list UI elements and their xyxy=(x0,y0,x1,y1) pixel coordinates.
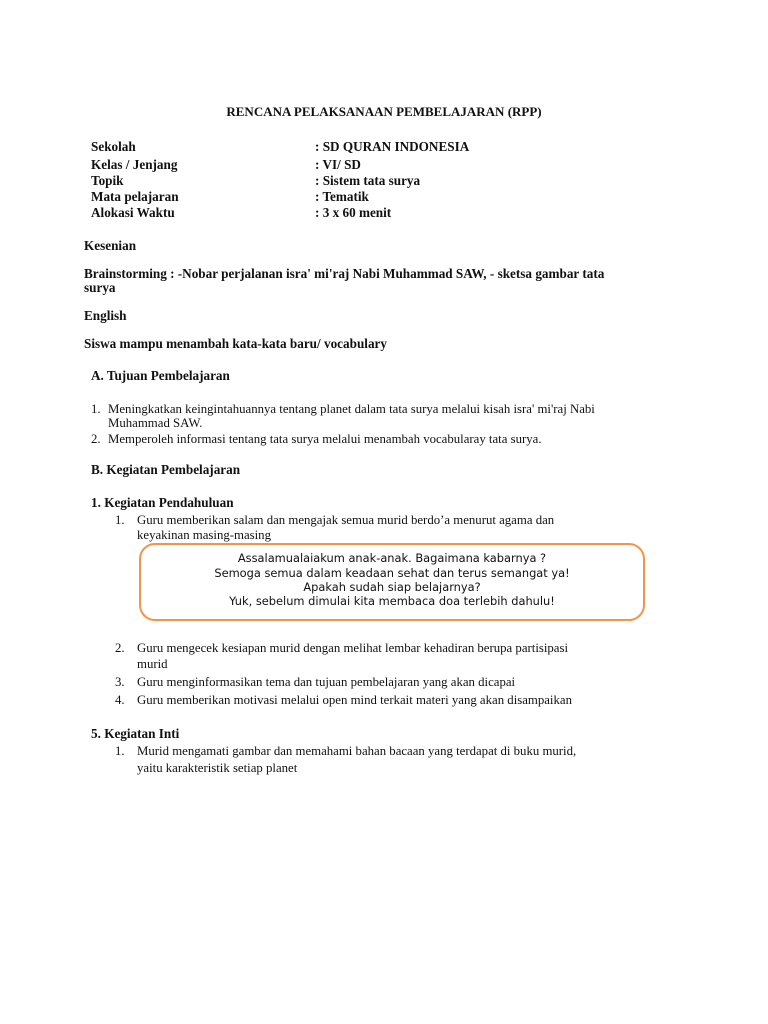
tujuan-item-2-line-1: Memperoleh informasi tentang tata surya melalui menambah vocabularay tata surya. xyxy=(108,432,542,446)
english-heading: English xyxy=(84,308,127,323)
brainstorming-line-2: surya xyxy=(84,280,116,295)
pendahuluan-item-3-line-1: Guru menginformasikan tema dan tujuan pembelajaran yang akan dicapai xyxy=(137,675,516,689)
tujuan-item-1-line-2: Muhammad SAW. xyxy=(108,416,203,430)
tujuan-item-1-number: 1. xyxy=(91,402,101,416)
document-title: RENCANA PELAKSANAAN PEMBELAJARAN (RPP) xyxy=(226,104,542,119)
greeting-line-4: Yuk, sebelum dimulai kita membaca doa terlebih dahulu! xyxy=(229,594,555,608)
info-value-sekolah: : SD QURAN INDONESIA xyxy=(315,139,470,154)
pendahuluan-item-4-number: 4. xyxy=(115,693,125,707)
info-label-sekolah: Sekolah xyxy=(91,139,136,154)
inti-item-1-number: 1. xyxy=(115,744,125,758)
greeting-callout-box xyxy=(139,543,645,621)
info-label-mapel: Mata pelajaran xyxy=(91,189,179,204)
pendahuluan-item-1-line-2: keyakinan masing-masing xyxy=(137,528,271,542)
pendahuluan-item-2-line-1: Guru mengecek kesiapan murid dengan melihat lembar kehadiran berupa partisipasi xyxy=(137,641,569,655)
info-value-alokasi: : 3 x 60 menit xyxy=(315,205,392,220)
greeting-line-3: Apakah sudah siap belajarnya? xyxy=(303,580,481,594)
tujuan-item-2-number: 2. xyxy=(91,432,101,446)
english-text: Siswa mampu menambah kata-kata baru/ vocabulary xyxy=(84,336,387,351)
info-label-topik: Topik xyxy=(91,173,124,188)
inti-heading: 5. Kegiatan Inti xyxy=(91,726,180,741)
pendahuluan-item-2-number: 2. xyxy=(115,641,125,655)
info-label-kelas: Kelas / Jenjang xyxy=(91,157,178,172)
section-a-heading: A. Tujuan Pembelajaran xyxy=(91,368,230,383)
pendahuluan-item-2-line-2: murid xyxy=(137,657,168,671)
pendahuluan-heading: 1. Kegiatan Pendahuluan xyxy=(91,495,234,510)
pendahuluan-item-4-line-1: Guru memberikan motivasi melalui open mind terkait materi yang akan disampaikan xyxy=(137,693,572,707)
kesenian-heading: Kesenian xyxy=(84,238,137,253)
inti-item-1-line-2: yaitu karakteristik setiap planet xyxy=(137,761,298,775)
info-value-topik: : Sistem tata surya xyxy=(315,173,421,188)
brainstorming-line-1: Brainstorming : -Nobar perjalanan isra' mi'raj Nabi Muhammad SAW, - sketsa gambar tata xyxy=(84,266,605,281)
greeting-line-2: Semoga semua dalam keadaan sehat dan terus semangat ya! xyxy=(214,566,570,580)
tujuan-item-1-line-1: Meningkatkan keingintahuannya tentang planet dalam tata surya melalui kisah isra' mi'raj Nabi xyxy=(108,402,595,416)
greeting-line-1: Assalamualaiakum anak-anak. Bagaimana kabarnya ? xyxy=(237,551,547,565)
pendahuluan-item-3-number: 3. xyxy=(115,675,125,689)
info-label-alokasi: Alokasi Waktu xyxy=(91,205,175,220)
section-b-heading: B. Kegiatan Pembelajaran xyxy=(91,462,241,477)
info-value-mapel: : Tematik xyxy=(315,189,369,204)
pendahuluan-item-1-line-1: Guru memberikan salam dan mengajak semua murid berdo’a menurut agama dan xyxy=(137,513,555,527)
info-value-kelas: : VI/ SD xyxy=(315,157,361,172)
inti-item-1-line-1: Murid mengamati gambar dan memahami bahan bacaan yang terdapat di buku murid, xyxy=(137,744,577,758)
pendahuluan-item-1-number: 1. xyxy=(115,513,125,527)
